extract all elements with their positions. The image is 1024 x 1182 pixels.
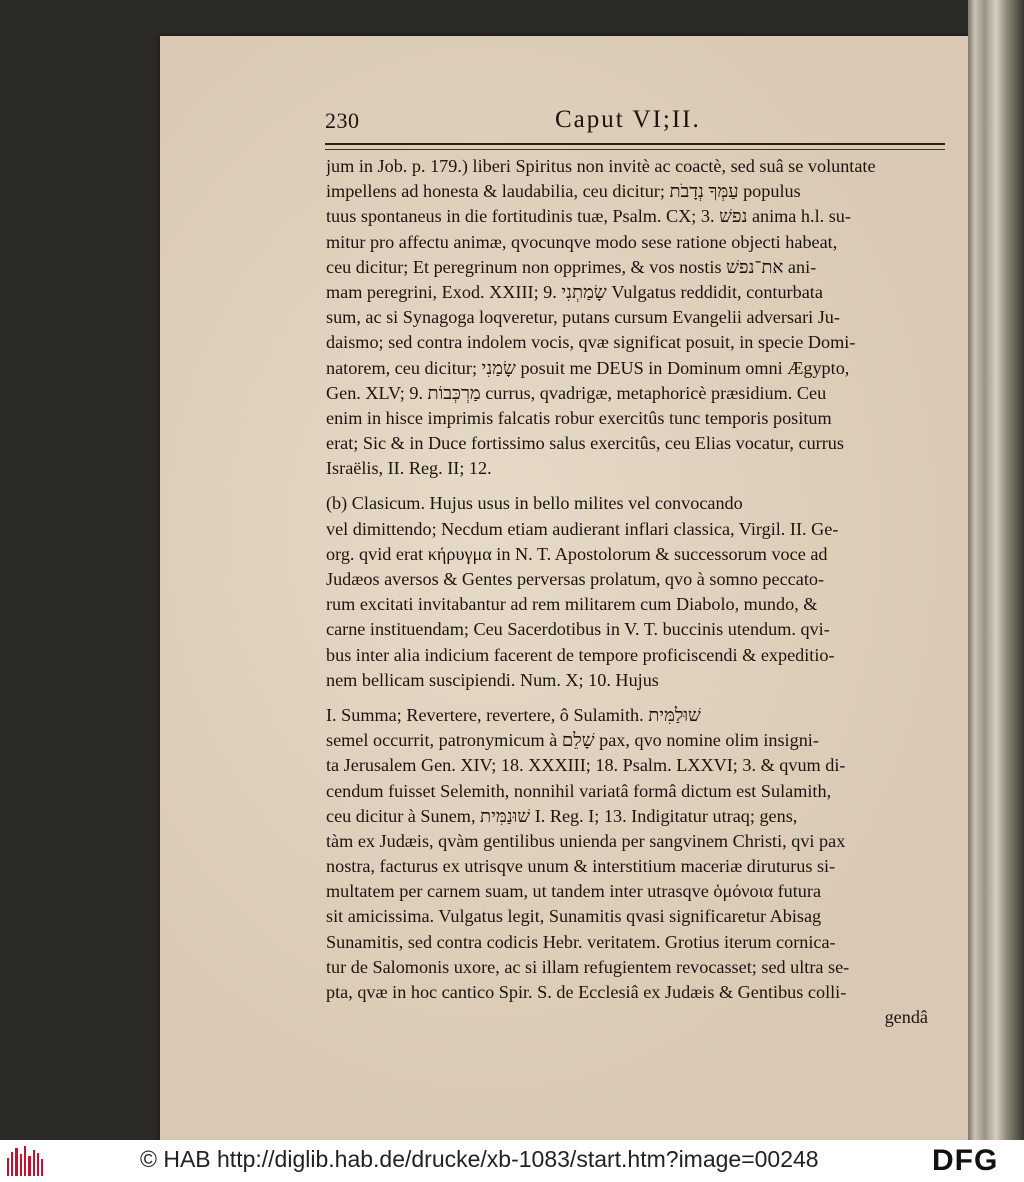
text-line: sum, ac si Synagoga loqveretur, putans cursum Evangelii adversari Ju- bbox=[326, 307, 840, 328]
text-line: rum excitati invitabantur ad rem militarem cum Diabolo, mundo, & bbox=[326, 594, 818, 615]
head-rule-thin bbox=[325, 149, 945, 150]
text-line: carne instituendam; Ceu Sacerdotibus in V. T. buccinis utendum. qvi- bbox=[326, 619, 830, 640]
text-line: Judæos aversos & Gentes perversas prolatum, qvo à somno peccato- bbox=[326, 569, 825, 589]
text-line: ceu dicitur; Et peregrinum non opprimes, & vos nostis את־נפשׁ ani- bbox=[326, 256, 817, 277]
paragraph-gap bbox=[326, 481, 946, 491]
text-line: erat; Sic & in Duce fortissimo salus exercitûs, ceu Elias vocatur, currus bbox=[326, 433, 844, 454]
text-line: enim in hisce imprimis falcatis robur exercitûs tunc temporis positum bbox=[326, 407, 832, 428]
text-line: Gen. XLV; 9. מַרְכְּבוֹת currus, qvadrigæ, metaphoricè præsidium. Ceu bbox=[326, 382, 827, 403]
paragraph-gap bbox=[326, 693, 946, 703]
text-line: multatem per carnem suam, ut tandem inter utrasqve ὁμόνοια futura bbox=[326, 881, 822, 902]
text-line: natorem, ceu dicitur; שָׂמַנִי posuit me DEUS in Dominum omni Ægypto, bbox=[326, 357, 850, 378]
text-line: semel occurrit, patronymicum à שָׁלֵם pax, qvo nomine olim insigni- bbox=[326, 730, 819, 751]
page-body-text bbox=[326, 154, 946, 1030]
copyright-url-link[interactable]: © HAB http://diglib.hab.de/drucke/xb-1083/start.htm?image=00248 bbox=[140, 1146, 819, 1172]
text-line: daismo; sed contra indolem vocis, qvæ significat posuit, in specie Domi- bbox=[326, 332, 856, 353]
text-line: mam peregrini, Exod. XXIII; 9. שָׂמַתְנִי Vulgatus reddidit, conturbata bbox=[326, 281, 823, 302]
text-line: tàm ex Judæis, qvàm gentilibus unienda per sangvinem Christi, qvi pax bbox=[326, 830, 846, 851]
page-number: 230 bbox=[325, 108, 360, 133]
head-rule bbox=[325, 143, 945, 145]
text-line: Israëlis, II. Reg. II; 12. bbox=[326, 458, 492, 479]
text-line: jum in Job. p. 179.) liberi Spiritus non invitè ac coactè, sed suâ se voluntate bbox=[326, 156, 876, 176]
text-line: tuus spontaneus in die fortitudinis tuæ, Psalm. CX; 3. נפשׁ anima h.l. su- bbox=[326, 206, 851, 227]
text-line: I. Summa; Revertere, revertere, ô Sulamith. שׁוּלַמִּית bbox=[326, 704, 701, 725]
text-line: mitur pro affectu animæ, qvocunqve modo sese ratione objecti habeat, bbox=[326, 231, 838, 252]
text-line: vel dimittendo; Necdum etiam audierant inflari classica, Virgil. II. Ge- bbox=[326, 518, 839, 539]
text-line: pta, qvæ in hoc cantico Spir. S. de Ecclesiâ ex Judæis & Gentibus colli- bbox=[326, 982, 847, 1002]
text-line: nem bellicam suscipiendi. Num. X; 10. Hujus bbox=[326, 669, 659, 690]
text-line: Sunamitis, sed contra codicis Hebr. veritatem. Grotius iterum cornica- bbox=[326, 931, 836, 952]
running-head bbox=[325, 108, 945, 144]
hab-barcode-logo-icon[interactable] bbox=[6, 1144, 46, 1178]
chapter-title: Caput VI;II. bbox=[555, 106, 701, 133]
text-line: sit amicissima. Vulgatus legit, Sunamitis qvasi significaretur Abisag bbox=[326, 906, 822, 927]
text-line: cendum fuisset Selemith, nonnihil variatâ formâ dictum est Sulamith, bbox=[326, 780, 832, 801]
text-line: bus inter alia indicium facerent de tempore proficiscendi & expeditio- bbox=[326, 644, 835, 665]
text-line: (b) Clasicum. Hujus usus in bello milites vel convocando bbox=[326, 493, 743, 514]
dfg-logo[interactable]: DFG bbox=[932, 1144, 999, 1177]
text-line: impellens ad honesta & laudabilia, ceu dicitur; עַמְּךָ נְדָבֹת populus bbox=[326, 181, 801, 202]
text-line: ceu dicitur à Sunem, שׁוּנַמִּית I. Reg. I; 13. Indigitatur utraq; gens, bbox=[326, 805, 798, 826]
book-gutter bbox=[968, 0, 1024, 1140]
text-line: tur de Salomonis uxore, ac si illam refugientem revocasset; sed ultra se- bbox=[326, 956, 850, 977]
text-line: org. qvid erat κήρυγμα in N. T. Apostolorum & successorum voce ad bbox=[326, 543, 828, 564]
footer-bar bbox=[0, 1140, 1024, 1182]
text-line: nostra, facturus ex utrisqve unum & interstitium maceriæ diruturus si- bbox=[326, 856, 836, 877]
catchword: gendâ bbox=[884, 1007, 928, 1028]
text-line: ta Jerusalem Gen. XIV; 18. XXXIII; 18. Psalm. LXXVI; 3. & qvum di- bbox=[326, 755, 846, 776]
